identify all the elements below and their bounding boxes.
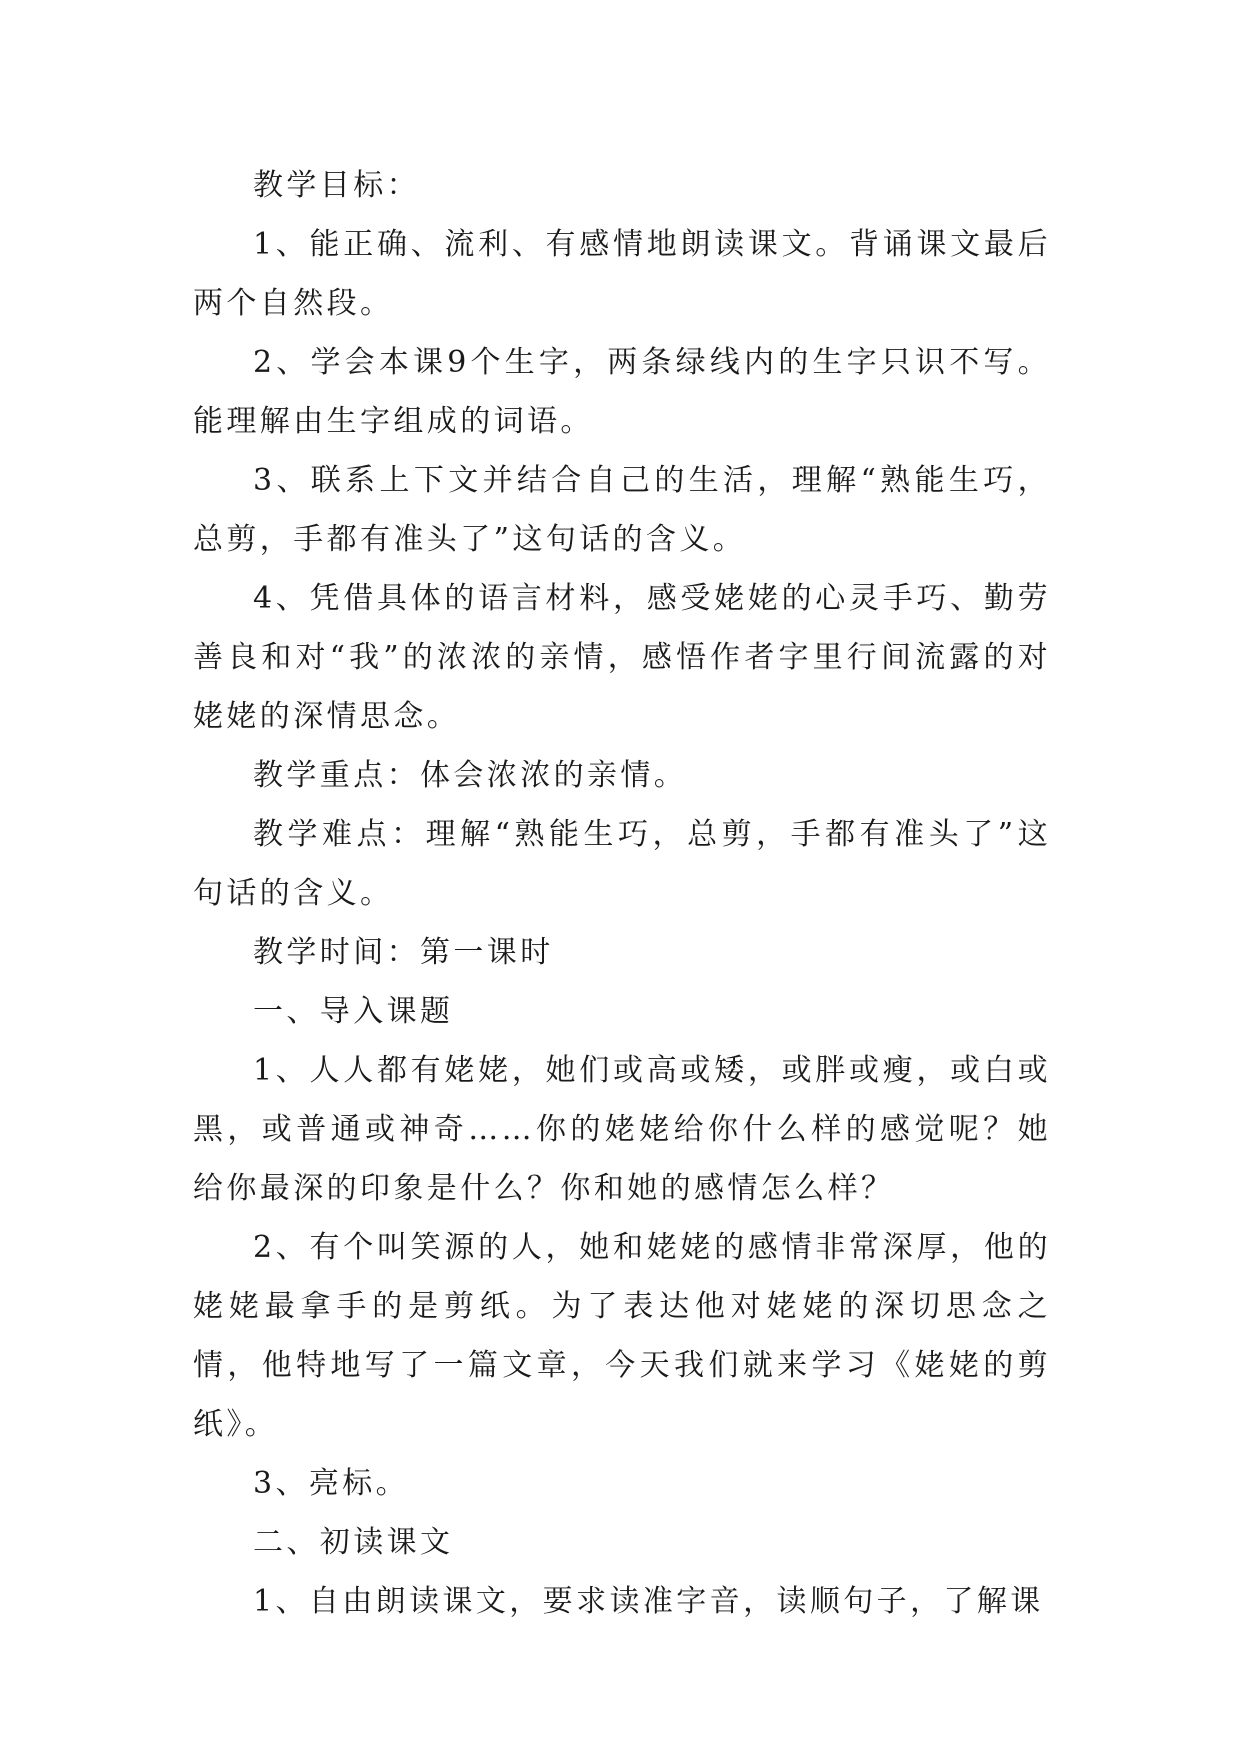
teaching-key-point: 教学重点：体会浓浓的亲情。 <box>253 758 688 793</box>
intro-item-1: 1、人人都有姥姥，她们或高或矮，或胖或瘦，或白或黑，或普通或神奇……你的姥姥给你什么样的感觉呢？她给你最深的印象是什么？你和她的感情怎么样？ <box>193 1053 1051 1206</box>
teaching-time: 教学时间：第一课时 <box>253 935 554 970</box>
document-page <box>193 156 1051 1631</box>
intro-item-2: 2、有个叫笑源的人，她和姥姥的感情非常深厚，他的姥姥最拿手的是剪纸。为了表达他对姥姥的深切思念之情，他特地写了一篇文章，今天我们就来学习《姥姥的剪纸》。 <box>193 1230 1051 1442</box>
first-reading-item-1: 1、自由朗读课文，要求读准字音，读顺句子，了解课 <box>253 1584 1044 1619</box>
teaching-difficulty: 教学难点：理解“熟能生巧，总剪，手都有准头了”这句话的含义。 <box>193 817 1051 911</box>
goal-item-2: 2、学会本课9个生字，两条绿线内的生字只识不写。能理解由生字组成的词语。 <box>193 345 1051 439</box>
intro-item-3: 3、亮标。 <box>253 1466 410 1501</box>
heading-teaching-goals: 教学目标： <box>253 168 420 203</box>
goal-item-1: 1、能正确、流利、有感情地朗读课文。背诵课文最后两个自然段。 <box>193 227 1051 321</box>
section-heading-first-reading: 二、初读课文 <box>253 1525 454 1560</box>
goal-item-3: 3、联系上下文并结合自己的生活，理解“熟能生巧，总剪，手都有准头了”这句话的含义。 <box>193 463 1051 557</box>
section-heading-intro: 一、导入课题 <box>253 994 454 1029</box>
goal-item-4: 4、凭借具体的语言材料，感受姥姥的心灵手巧、勤劳善良和对“我”的浓浓的亲情，感悟作者字里行间流露的对姥姥的深情思念。 <box>193 581 1051 734</box>
